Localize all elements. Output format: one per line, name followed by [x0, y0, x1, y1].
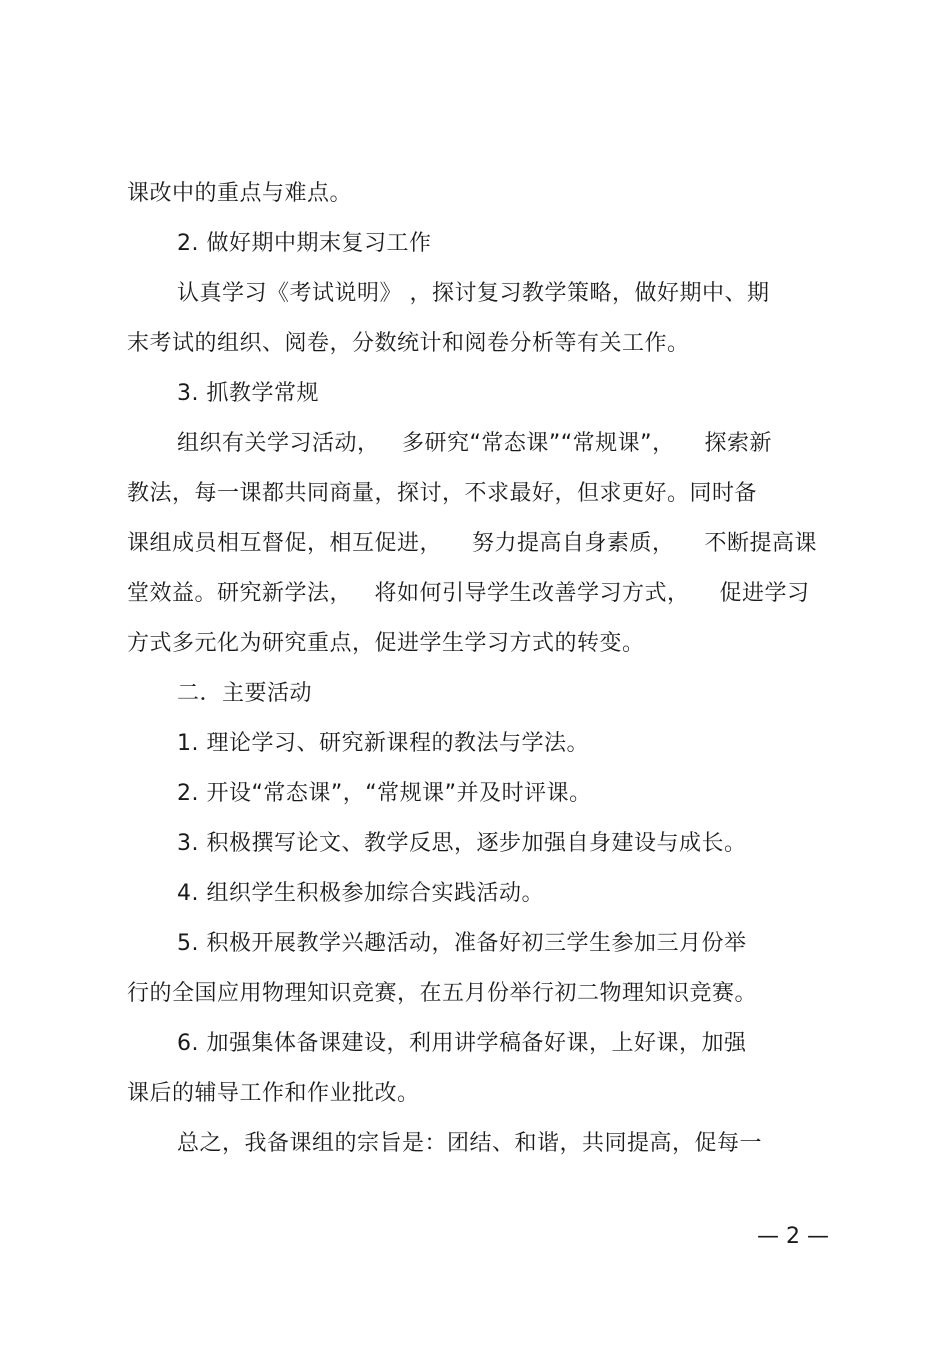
- page-number: — 2 —: [757, 1224, 829, 1249]
- list-item: 1. 理论学习、研究新课程的教法与学法。: [177, 731, 589, 756]
- paragraph-line: 方式多元化为研究重点，促进学生学习方式的转变。: [127, 631, 645, 656]
- paragraph-line: 认真学习《考试说明》 ，探讨复习教学策略，做好期中、期: [177, 281, 770, 306]
- list-item: 2. 开设“常态课”，“常规课”并及时评课。: [177, 781, 592, 806]
- paragraph-line: 堂效益。研究新学法， 将如何引导学生改善学习方式， 促进学习: [127, 581, 810, 606]
- paragraph-line: 教法，每一课都共同商量，探讨，不求最好，但求更好。同时备: [127, 481, 758, 506]
- paragraph-line: 总之，我备课组的宗旨是：团结、和谐，共同提高，促每一: [177, 1131, 763, 1156]
- list-item: 6. 加强集体备课建设，利用讲学稿备好课，上好课，加强: [177, 1031, 747, 1056]
- section-heading: 3. 抓教学常规: [177, 381, 319, 406]
- paragraph-line: 课后的辅导工作和作业批改。: [127, 1081, 420, 1106]
- section-heading: 2. 做好期中期末复习工作: [177, 231, 432, 256]
- paragraph-line: 末考试的组织、阅卷，分数统计和阅卷分析等有关工作。: [127, 331, 690, 356]
- paragraph-line: 课改中的重点与难点。: [127, 181, 353, 206]
- section-heading: 二．主要活动: [177, 681, 313, 706]
- paragraph-line: 行的全国应用物理知识竞赛，在五月份举行初二物理知识竞赛。: [127, 981, 758, 1006]
- list-item: 4. 组织学生积极参加综合实践活动。: [177, 881, 544, 906]
- paragraph-line: 组织有关学习活动， 多研究“常态课”“常规课”， 探索新: [177, 431, 773, 456]
- paragraph-line: 课组成员相互督促，相互促进， 努力提高自身素质， 不断提高课: [127, 531, 817, 556]
- list-item: 5. 积极开展教学兴趣活动，准备好初三学生参加三月份举: [177, 931, 747, 956]
- list-item: 3. 积极撰写论文、教学反思，逐步加强自身建设与成长。: [177, 831, 747, 856]
